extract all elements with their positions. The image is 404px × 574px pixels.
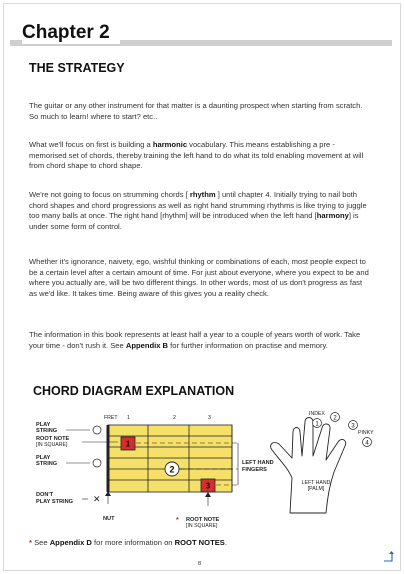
asterisk: * <box>176 517 179 524</box>
hand-illustration <box>271 415 346 514</box>
page-number: 8 <box>198 561 202 567</box>
play-string-2-label-b: STRING <box>36 461 58 467</box>
left-hand-palm-label-b: [PALM] <box>307 486 325 492</box>
hand-finger-4: 4 <box>365 440 369 447</box>
left-hand-fingers-label-a: LEFT HAND <box>242 460 274 466</box>
chapter-title: Chapter 2 <box>22 22 120 44</box>
muted-string-icon: ✕ <box>93 495 101 505</box>
fret-number-2: 2 <box>173 415 176 421</box>
hand-finger-2: 2 <box>333 415 337 422</box>
finger-1-number: 1 <box>125 439 131 449</box>
root-note-label-b: [IN SQUARE] <box>36 442 68 448</box>
paragraph-5: The information in this book represents at least half a year to a couple of years worth of work. Take your time - don't rush it. See Appendix B for further information on practise and memory. <box>29 330 361 350</box>
footnote: * See Appendix D for more information on ROOT NOTES. <box>29 538 227 547</box>
paragraph-2: What we'll focus on first is building a harmonic vocabulary. This means establishing a pre - memorised set of chords, thereby training the left hand to do what its told enabling movement at will from chord shape to chord shape. <box>29 140 364 171</box>
index-label: INDEX <box>309 411 325 417</box>
finger-2-number: 2 <box>169 464 175 475</box>
root-note-bottom-label-a: ROOT NOTE <box>186 517 220 523</box>
root-note-arrow-icon <box>205 492 211 497</box>
root-note-label-a: ROOT NOTE <box>36 436 70 442</box>
left-hand-fingers-label-b: FINGERS <box>242 467 267 473</box>
open-string-icon <box>93 426 101 434</box>
play-string-label-b: STRING <box>36 428 58 434</box>
play-string-label-a: PLAY <box>36 422 51 428</box>
left-hand-palm-label-a: LEFT HAND <box>301 480 331 486</box>
dont-play-label-a: DON'T <box>36 492 54 498</box>
paragraph-4: Whether it's ignorance, naivety, ego, wishful thinking or combinations of each, most people expect to be a certain level after a certain amount of time. For just about everyone, where you expect to be and where you actually are, will be two different things. In other words, most of us don't progress as fast as we'd like. It takes time. Being aware of this gives you a reality check. <box>29 257 369 299</box>
chord-diagram-heading: CHORD DIAGRAM EXPLANATION <box>33 384 235 398</box>
hand-finger-3: 3 <box>351 423 355 430</box>
fret-number-3: 3 <box>208 415 211 421</box>
finger-3-number: 3 <box>205 481 211 491</box>
root-note-bottom-label-b: [IN SQUARE] <box>186 523 218 529</box>
fret-number-1: 1 <box>127 415 130 421</box>
open-string-icon <box>93 459 101 467</box>
fret-label: FRET <box>104 415 118 421</box>
nut-label: NUT <box>103 516 115 522</box>
hand-finger-1: 1 <box>315 421 319 428</box>
paragraph-1: The guitar or any other instrument for that matter is a daunting prospect when starting from scratch. So much to learn! where to start? etc.. <box>29 101 363 121</box>
pinky-label: PINKY <box>358 430 374 436</box>
strategy-heading: THE STRATEGY <box>29 61 125 75</box>
dont-play-label-b: PLAY STRING <box>36 499 73 505</box>
paragraph-3: We're not going to focus on strumming chords [ rhythm ] until chapter 4. Initially trying to nail both chord shapes and chord progressions as well as right hand strumming rhythms is like trying to juggle too many balls at once. The right hand [rhythm] will be introduced when the left hand [harmony] is under some form of control. <box>29 190 367 232</box>
back-to-top-icon[interactable] <box>382 550 394 562</box>
play-string-2-label-a: PLAY <box>36 455 51 461</box>
